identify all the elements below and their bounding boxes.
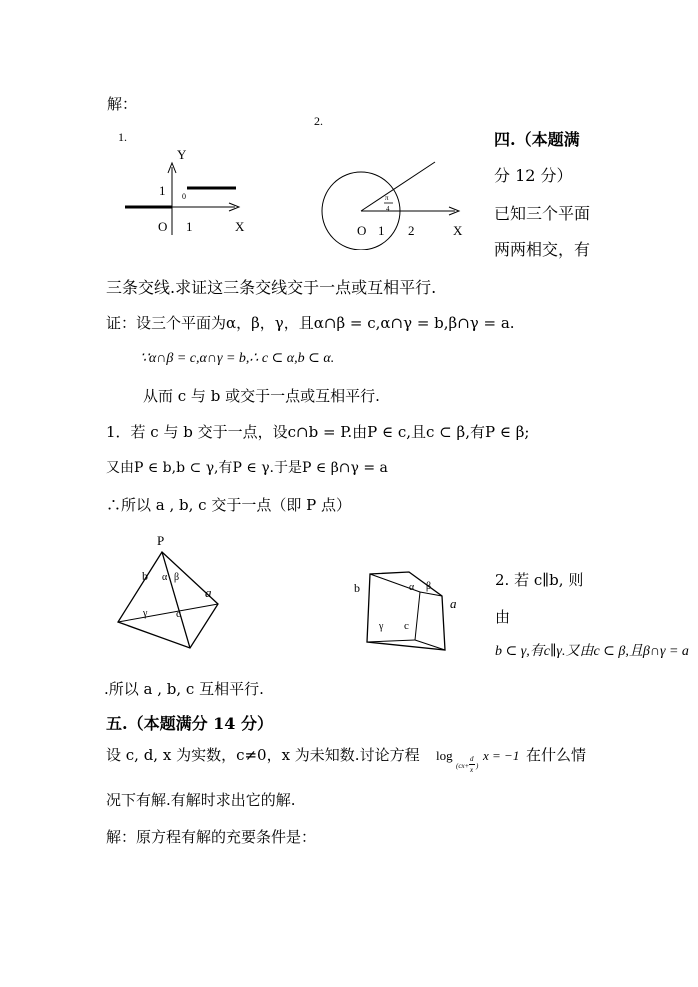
log-base-d: d <box>470 755 474 763</box>
equation-rhs: x = −1 <box>483 748 520 763</box>
x-axis-label: X <box>235 219 245 234</box>
proof-line: 1．若 c 与 b 交于一点，设c∩b = P.由P ∈ c,且c ⊂ β,有P ∈ β; <box>106 423 530 441</box>
step-function-figure <box>115 125 260 240</box>
label-alpha: α <box>409 582 415 593</box>
circle-angle-figure <box>310 110 470 250</box>
tick-1: 1 <box>378 223 385 238</box>
section5-heading: 五.（本题满分 14 分） <box>106 714 273 733</box>
angle-pi: π <box>385 194 389 202</box>
section5-line: 况下有解.有解时求出它的解. <box>106 791 296 809</box>
label-b: b <box>142 569 148 583</box>
label-c: c <box>176 608 181 620</box>
x-tick-1: 1 <box>186 219 193 234</box>
label-c: c <box>404 620 409 632</box>
origin-label: O <box>357 223 367 238</box>
y-tick-1: 1 <box>159 183 166 198</box>
section4-heading-line2: 分 12 分） <box>494 166 573 185</box>
section4-heading-line1: 四.（本题满 <box>494 130 580 149</box>
edge-c <box>415 592 420 640</box>
prism-outline <box>367 572 445 650</box>
y-axis-label: Y <box>177 147 187 162</box>
pyramid-figure <box>110 530 230 660</box>
problem-line: 已知三个平面 <box>494 204 591 223</box>
section5-line-end: 在什么情 <box>526 746 587 764</box>
figure2-number: 2. <box>314 114 323 128</box>
label-gamma: γ <box>143 608 148 619</box>
figure1-number: 1. <box>118 130 127 144</box>
proof-line: 从而 c 与 b 或交于一点或互相平行. <box>143 387 380 405</box>
log-base-open: (cx+ <box>456 762 470 770</box>
label-gamma: γ <box>379 621 384 632</box>
log-symbol: log <box>436 748 453 763</box>
case2-line: b ⊂ γ,有c∥γ.又由c ⊂ β,且β∩γ = a <box>495 644 689 659</box>
intro-label: 解： <box>107 95 138 113</box>
label-b: b <box>354 581 360 595</box>
case2-line: 2. 若 c∥b, 则 <box>495 571 584 589</box>
section5-line: 设 c, d, x 为实数，c≠0，x 为未知数.讨论方程 <box>106 746 420 764</box>
problem-line: 三条交线.求证这三条交线交于一点或互相平行. <box>106 278 437 297</box>
proof-line: 证：设三个平面为α，β，γ，且α∩β = c,α∩γ = b,β∩γ = a. <box>106 314 515 332</box>
tick-2: 2 <box>408 223 415 238</box>
proof-line: ∵α∩β = c,α∩γ = b,∴ c ⊂ α,b ⊂ α. <box>140 351 335 366</box>
log-base-close: ) <box>476 762 479 770</box>
prism-figure <box>345 560 465 660</box>
angle-ray <box>361 162 435 211</box>
proof-line: 又由P ∈ b,b ⊂ γ,有P ∈ γ.于是P ∈ β∩γ = a <box>106 460 388 476</box>
base-diagonal <box>118 604 218 622</box>
angle-four: 4 <box>386 205 390 213</box>
case2-conclusion: .所以 a , b, c 互相平行. <box>104 680 264 698</box>
x-axis-label: X <box>453 223 463 238</box>
bottom-edge <box>367 640 415 642</box>
problem-line: 两两相交，有 <box>494 240 591 259</box>
edge-c <box>162 552 190 648</box>
case2-line: 由 <box>495 608 511 626</box>
proof-line: ∴所以 a , b, c 交于一点（即 P 点） <box>106 496 351 514</box>
log-base-fraction-bar <box>469 764 475 765</box>
label-beta: β <box>426 581 432 592</box>
origin-zero: 0 <box>182 192 186 201</box>
label-alpha: α <box>162 572 168 583</box>
label-a: a <box>205 585 212 600</box>
pyramid-outline <box>118 552 218 648</box>
log-base-x: x <box>470 766 474 774</box>
origin-label: O <box>158 219 168 234</box>
label-beta: β <box>174 572 180 583</box>
label-a: a <box>450 596 457 611</box>
vertex-P: P <box>157 533 165 548</box>
solution-line: 解：原方程有解的充要条件是： <box>106 828 317 846</box>
